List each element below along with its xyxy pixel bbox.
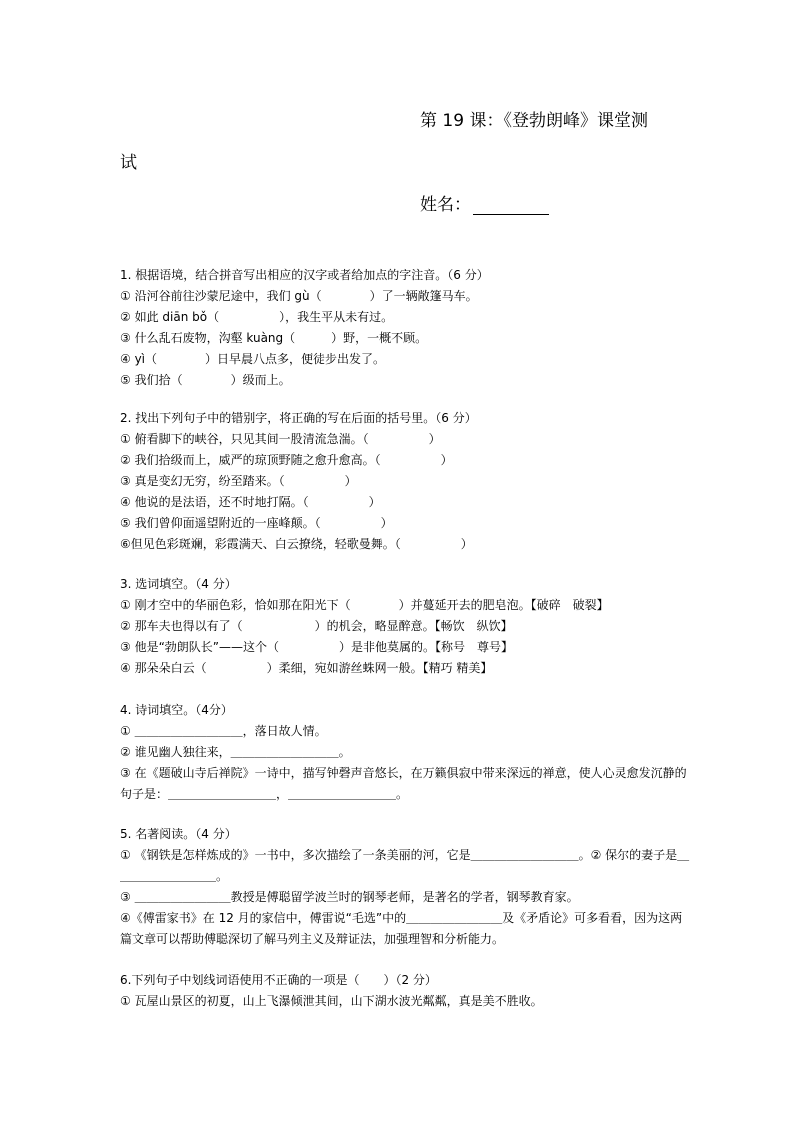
question-item: ③ ＿＿＿＿＿＿＿＿教授是傅聪留学波兰时的钢琴老师，是著名的学者，钢琴教育家。	[120, 890, 579, 904]
student-name-row	[420, 190, 549, 215]
question-item: ④ yì（ ）日早晨八点多，便徒步出发了。	[120, 352, 386, 366]
question-item: ⑥但见色彩斑斓，彩霞满天、白云撩绕，轻歌曼舞。（ ）	[120, 537, 473, 551]
question-heading: 3. 选词填空。（4 分）	[120, 577, 237, 591]
name-blank-line[interactable]	[473, 196, 549, 215]
question-item: ⑤ 我们曾仰面遥望附近的一座峰颠。（ ）	[120, 516, 393, 530]
question-item: ① 瓦屋山景区的初夏，山上飞瀑倾泄其间，山下湖水波光粼粼，真是美不胜收。	[120, 994, 543, 1008]
question-item: ② 那车夫也得以有了（ ）的机会，略显醉意。【畅饮 纵饮】	[120, 619, 513, 633]
question-heading: 6.下列句子中划线词语使用不正确的一项是（ ）（2 分）	[120, 973, 437, 987]
question-item: ① 《钢铁是怎样炼成的》一书中，多次描绘了一条美丽的河，它是＿＿＿＿＿＿＿＿＿。② 保尔的妻子是＿＿＿＿＿＿＿＿＿。	[120, 848, 690, 883]
page-title-continued: 试	[120, 153, 137, 173]
question-item: ③ 真是变幻无穷，纷至踏来。（ ）	[120, 474, 357, 488]
question-item: ① 刚才空中的华丽色彩，恰如那在阳光下（ ）并蔓延开去的肥皂泡。【破碎 破裂】	[120, 598, 609, 612]
question-heading: 4. 诗词填空。（4分）	[120, 703, 233, 717]
question-item: ⑤ 我们拾（ ）级而上。	[120, 373, 291, 387]
question-heading: 2. 找出下列句子中的错别字，将正确的写在后面的括号里。（6 分）	[120, 411, 477, 425]
question-heading: 1. 根据语境，结合拼音写出相应的汉字或者给加点的字注音。（6 分）	[120, 268, 489, 282]
question-5	[120, 824, 690, 950]
question-item: ④ 那朵朵白云（ ）柔细，宛如游丝蛛网一般。【精巧 精美】	[120, 661, 493, 675]
question-6	[120, 970, 690, 1012]
question-1	[120, 265, 690, 391]
name-label: 姓名：	[420, 195, 471, 215]
question-3	[120, 574, 690, 679]
question-item: ① 俯看脚下的峡谷，只见其间一股清流急湍。（ ）	[120, 432, 441, 446]
question-item: ④ 他说的是法语，还不时地打隔。（ ）	[120, 495, 381, 509]
question-item: ② 谁见幽人独往来，＿＿＿＿＿＿＿＿＿。	[120, 745, 351, 759]
question-item: ② 如此 diān bǒ（ ），我生平从未有过。	[120, 310, 394, 324]
question-item: ③ 他是“勃朗队长”——这个（ ）是非他莫属的。【称号 尊号】	[120, 640, 514, 654]
question-2	[120, 408, 690, 555]
question-item: ① 沿河谷前往沙蒙尼途中，我们 gù（ ）了一辆敞篷马车。	[120, 289, 478, 303]
page-title: 第 19 课：《登勃朗峰》课堂测	[420, 111, 648, 131]
question-item: ③ 在《题破山寺后禅院》一诗中，描写钟磬声音悠长，在万籁俱寂中带来深远的禅意，使人心灵愈发沉静的句子是：＿＿＿＿＿＿＿＿＿，＿＿＿＿＿＿＿＿＿。	[120, 766, 687, 801]
question-item: ② 我们拾级而上，威严的琼顶野随之愈升愈高。（ ）	[120, 453, 453, 467]
question-item: ③ 什么乱石废物，沟壑 kuàng（ ）野，一概不顾。	[120, 331, 428, 345]
question-4	[120, 700, 690, 805]
question-item: ④《傅雷家书》在 12 月的家信中，傅雷说“毛选”中的＿＿＿＿＿＿＿＿及《矛盾论》可多看看，因为这两篇文章可以帮助傅聪深切了解马列主义及辩证法，加强理智和分析能力。	[120, 911, 683, 946]
question-item: ① ＿＿＿＿＿＿＿＿＿，落日故人情。	[120, 724, 327, 738]
question-heading: 5. 名著阅读。（4 分）	[120, 827, 237, 841]
